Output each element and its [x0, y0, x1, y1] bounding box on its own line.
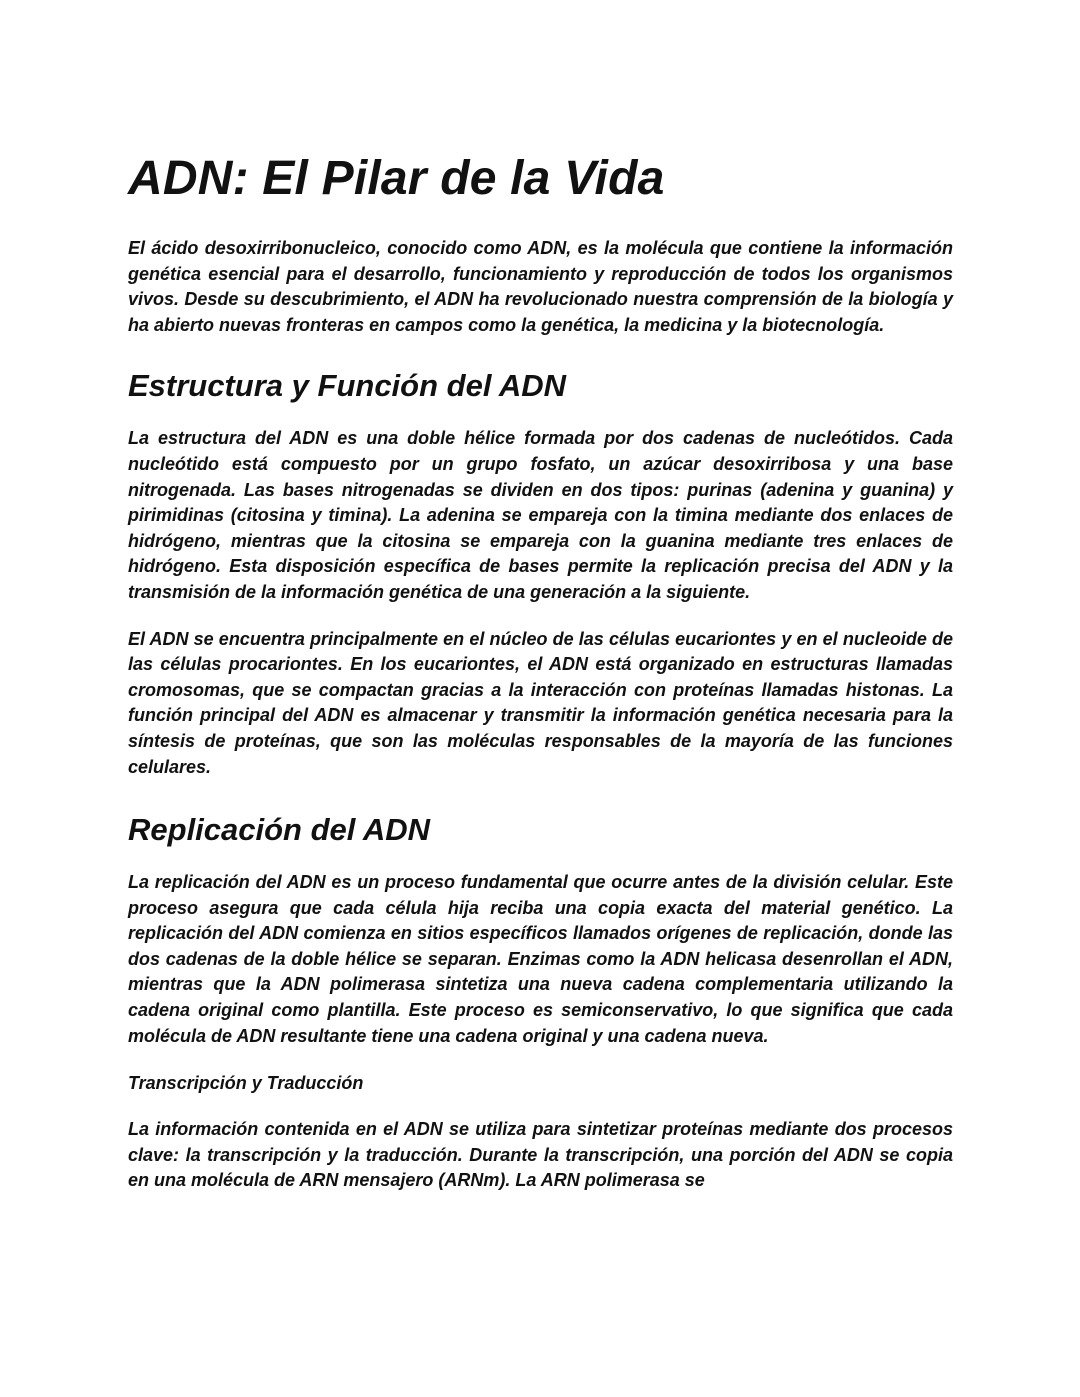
- subheading-transcripcion: Transcripción y Traducción: [128, 1073, 364, 1094]
- replicacion-paragraph: La replicación del ADN es un proceso fundamental que ocurre antes de la división celular. Este proceso asegura que cada célula hija reciba una copia exacta del material genético. La replicación del ADN comienza en sitios específicos llamados orígenes de replicación, donde las dos cadenas de la doble hélice se separan. Enzimas como la ADN helicasa desenrollan el ADN, mientras que la ADN polimerasa sintetiza una nueva cadena complementaria utilizando la cadena original como plantilla. Este proceso es semiconservativo, lo que significa que cada molécula de ADN resultante tiene una cadena original y una cadena nueva.: [128, 872, 953, 1046]
- document-title: ADN: El Pilar de la Vida: [128, 152, 665, 205]
- transcripcion-paragraph: La información contenida en el ADN se utiliza para sintetizar proteínas mediante dos procesos clave: la transcripción y la traducción. Durante la transcripción, una porción del ADN se copia en una molécula de ARN mensajero (ARNm). La ARN polimerasa se: [128, 1119, 953, 1191]
- section-heading-replicacion: Replicación del ADN: [128, 812, 431, 848]
- intro-paragraph: El ácido desoxirribonucleico, conocido como ADN, es la molécula que contiene la información genética esencial para el desarrollo, funcionamiento y reproducción de todos los organismos vivos. Desde su descubrimiento, el ADN ha revolucionado nuestra comprensión de la biología y ha abierto nuevas fronteras en campos como la genética, la medicina y la biotecnología.: [128, 238, 953, 335]
- document-page: [128, 150, 953, 1194]
- section-heading-estructura: Estructura y Función del ADN: [128, 368, 567, 404]
- estructura-paragraph-2: El ADN se encuentra principalmente en el núcleo de las células eucariontes y en el nucleoide de las células procariontes. En los eucariontes, el ADN está organizado en estructuras llamadas cromosomas, que se compactan gracias a la interacción con proteínas llamadas histonas. La función principal del ADN es almacenar y transmitir la información genética necesaria para la síntesis de proteínas, que son las moléculas responsables de la mayoría de las funciones celulares.: [128, 628, 953, 777]
- estructura-paragraph-1: La estructura del ADN es una doble hélice formada por dos cadenas de nucleótidos. Cada nucleótido está compuesto por un grupo fosfato, un azúcar desoxirribosa y una base nitrogenada. Las bases nitrogenadas se dividen en dos tipos: purinas (adenina y guanina) y pirimidinas (citosina y timina). La adenina se empareja con la timina mediante dos enlaces de hidrógeno, mientras que la citosina se empareja con la guanina mediante tres enlaces de hidrógeno. Esta disposición específica de bases permite la replicación precisa del ADN y la transmisión de la información genética de una generación a la siguiente.: [128, 428, 953, 602]
